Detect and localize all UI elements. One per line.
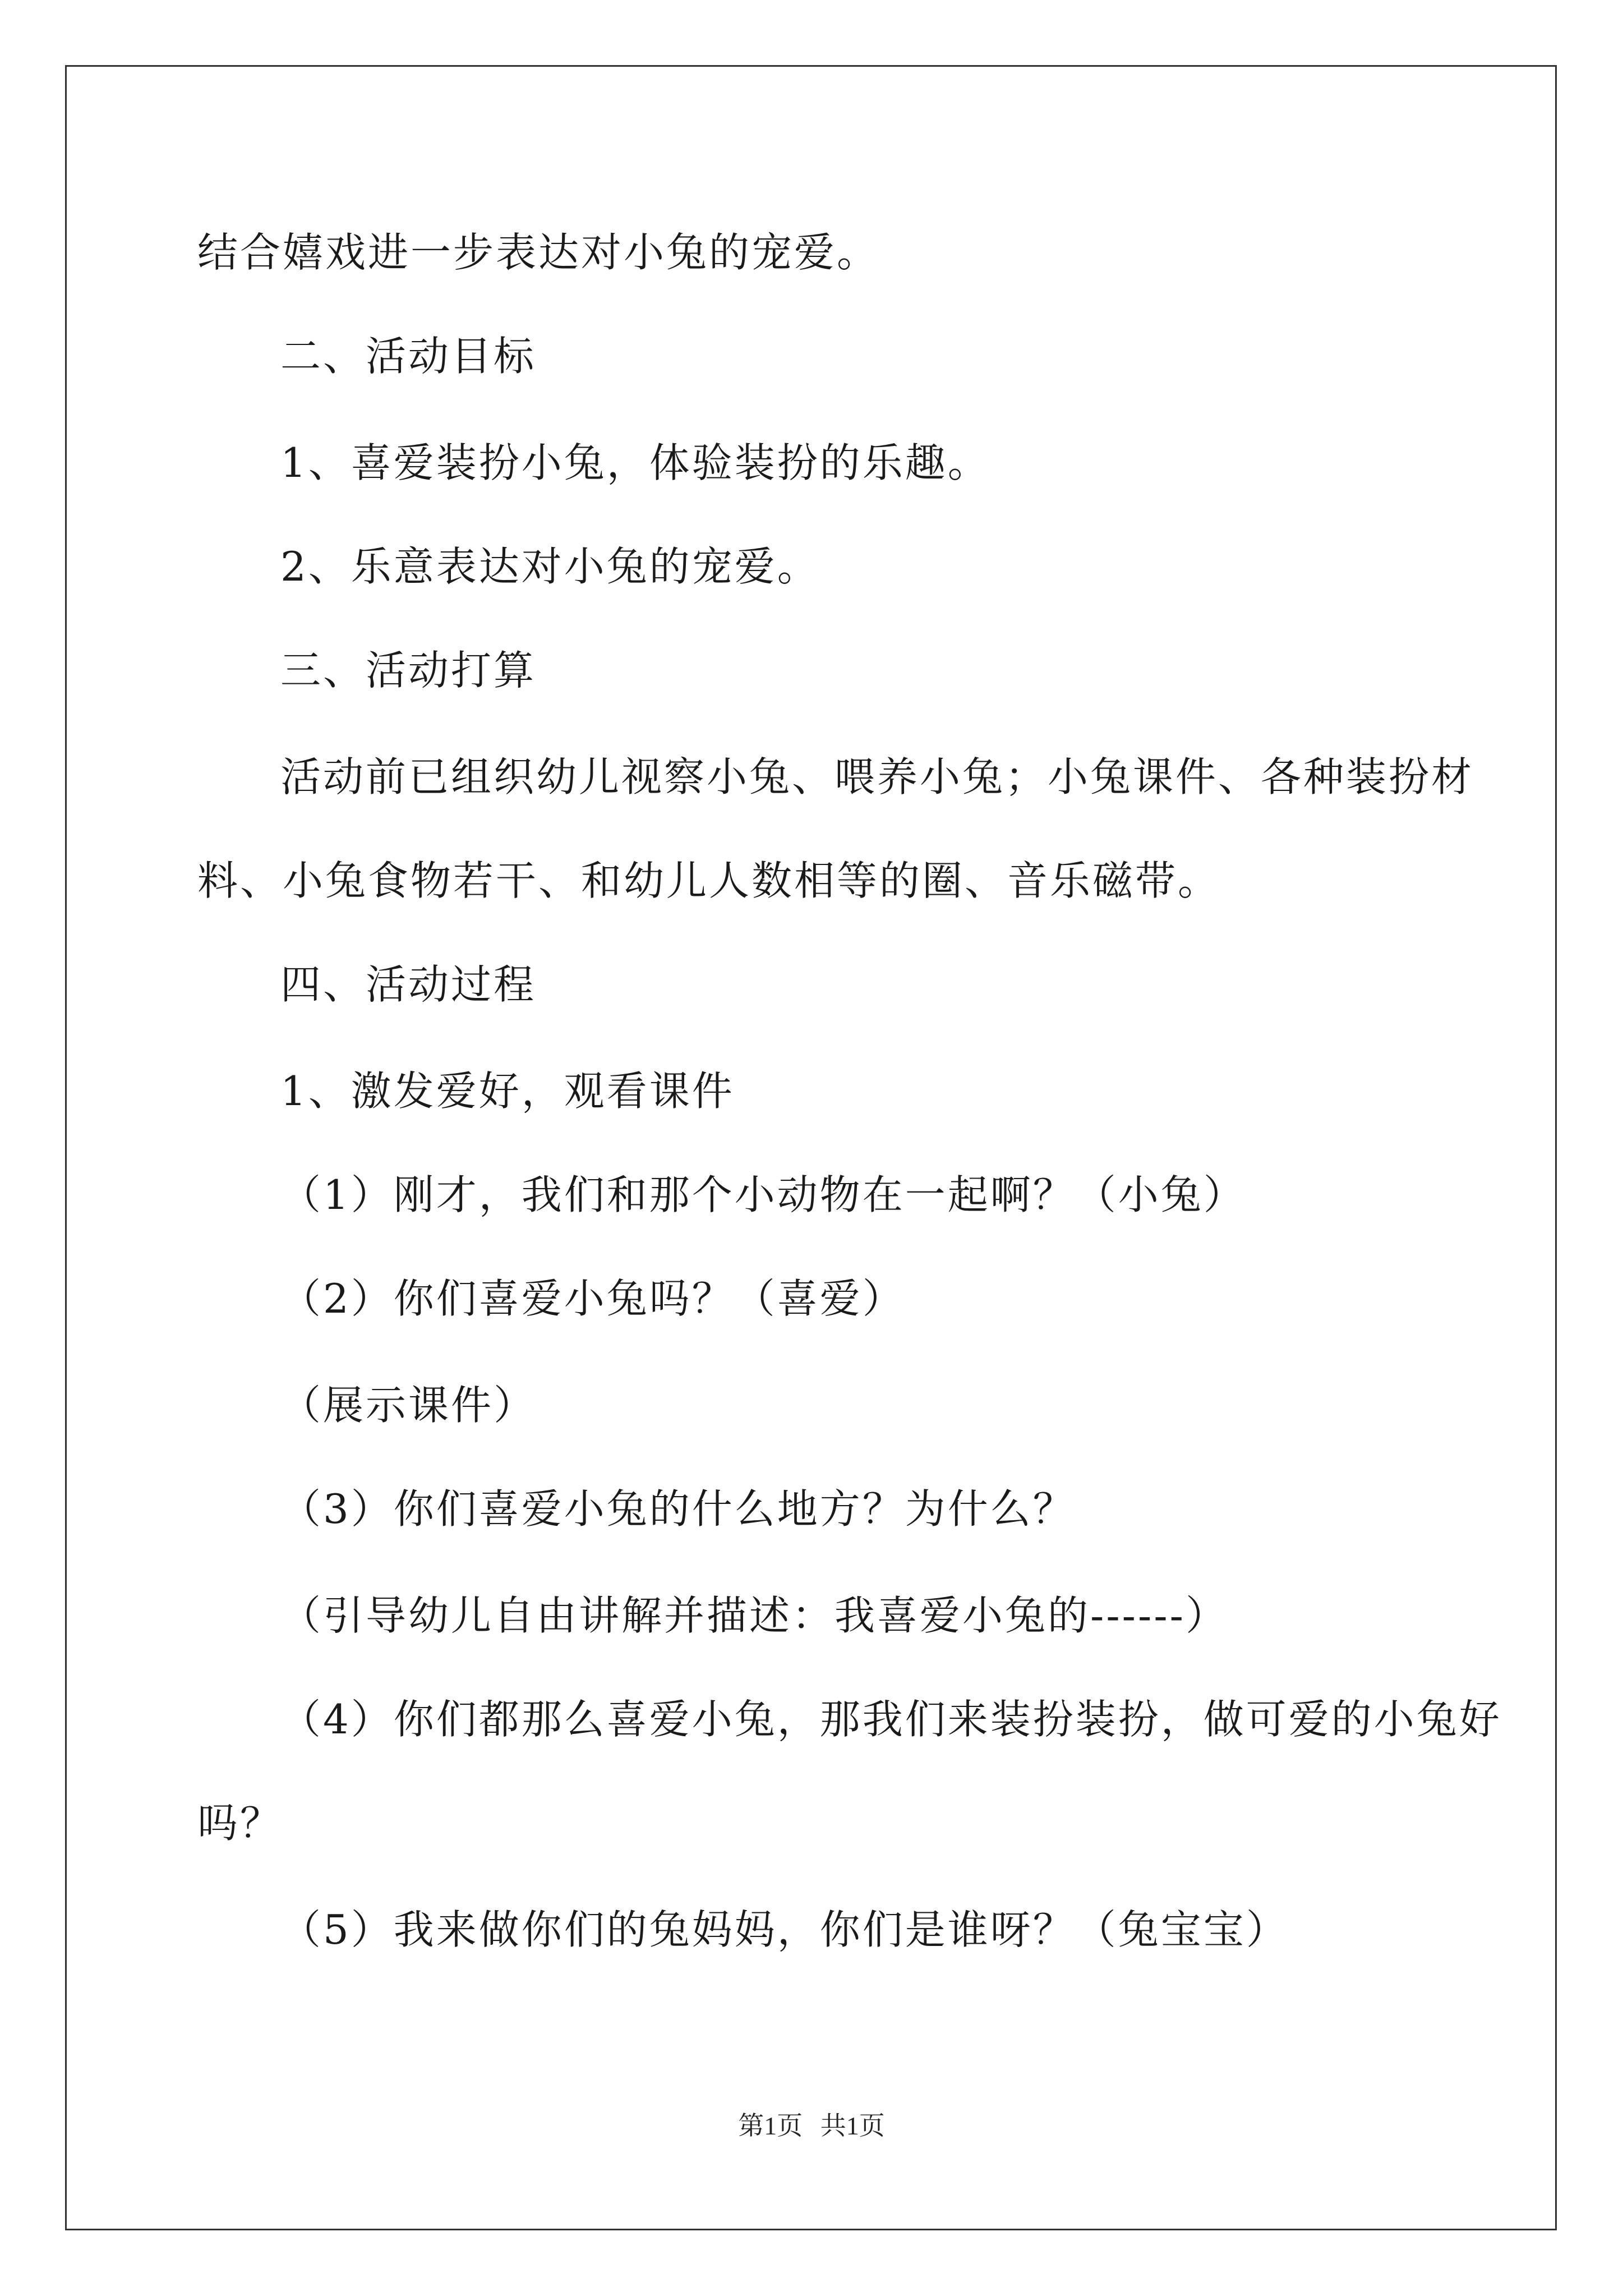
page-total: 共1页: [820, 2111, 885, 2140]
question-5: （5）我来做你们的兔妈妈，你们是谁呀？（兔宝宝）: [280, 1906, 1289, 1953]
preparation-line-1: 活动前已组织幼儿视察小兔、喂养小兔；小兔课件、各种装扮材: [280, 753, 1474, 800]
question-4-line-1: （4）你们都那么喜爱小兔，那我们来装扮装扮，做可爱的小兔好: [280, 1696, 1502, 1743]
question-3: （3）你们喜爱小兔的什么地方？为什么？: [280, 1485, 1076, 1533]
section-heading-4: 四、活动过程: [280, 961, 537, 1008]
question-2: （2）你们喜爱小兔吗？（喜爱）: [280, 1275, 905, 1322]
objective-2: 2、乐意表达对小兔的宠爱。: [280, 543, 820, 590]
objective-1: 1、喜爱装扮小兔，体验装扮的乐趣。: [280, 439, 990, 486]
section-heading-2: 二、活动目标: [280, 333, 537, 380]
body-line-1: 结合嬉戏进一步表达对小兔的宠爱。: [197, 229, 880, 276]
page-number: 第1页: [738, 2111, 803, 2140]
guide-note: （引导幼儿自由讲解并描述：我喜爱小兔的------）: [280, 1592, 1228, 1639]
process-step-1: 1、激发爱好，观看课件: [280, 1068, 735, 1115]
section-heading-3: 三、活动打算: [280, 647, 537, 694]
preparation-line-2: 料、小兔食物若干、和幼儿人数相等的圈、音乐磁带。: [197, 857, 1221, 904]
page-footer: [0, 2109, 1623, 2143]
question-1: （1）刚才，我们和那个小动物在一起啊？（小兔）: [280, 1171, 1246, 1218]
show-courseware-note: （展示课件）: [280, 1382, 537, 1429]
question-4-line-2: 吗？: [197, 1800, 283, 1847]
